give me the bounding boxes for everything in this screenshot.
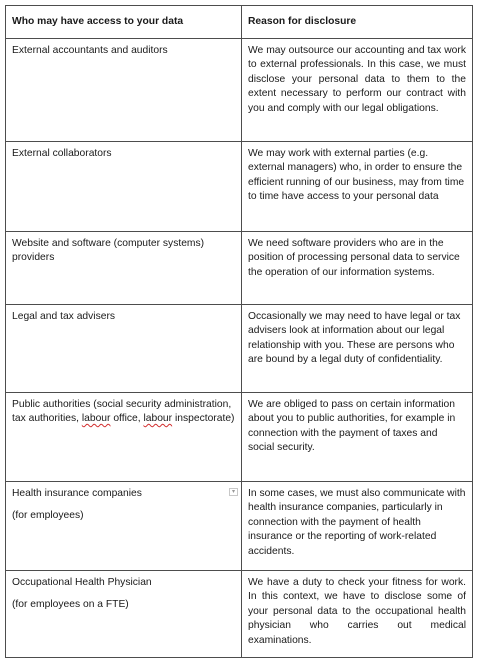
recipient-name: External collaborators: [12, 147, 112, 159]
table-row: [6, 392, 473, 481]
recipient-cell: [6, 570, 242, 657]
recipient-name: Occupational Health Physician: [12, 576, 152, 588]
recipient-name: Legal and tax advisers: [12, 310, 116, 322]
recipient-cell: [6, 141, 242, 231]
table-header-row: [6, 6, 473, 39]
recipient-cell: [6, 392, 242, 481]
recipient-cell: [6, 231, 242, 304]
recipient-note: (for employees on a FTE): [12, 599, 129, 611]
reason-cell: We are obliged to pass on certain information about you to public authorities, for example in connection with the payment of taxes and social security.: [242, 392, 473, 481]
table-row: [6, 304, 473, 392]
table-row: [6, 38, 473, 141]
recipient-name: Public authorities (social security administration, tax authorities, labour office, labour inspectorate): [12, 398, 235, 425]
header-reason: Reason for disclosure: [242, 6, 473, 39]
table-row: [6, 141, 473, 231]
reason-cell: Occasionally we may need to have legal or tax advisers look at information about our legal relationship with you. These are persons who are bound by a legal duty of confidentiality.: [242, 304, 473, 392]
reason-cell: In some cases, we must also communicate with health insurance companies, particularly in connection with the payment of health insurance or the reporting of work-related accidents.: [242, 481, 473, 570]
spellcheck-flag: labour: [143, 413, 173, 425]
chevron-down-icon[interactable]: ▾: [229, 488, 238, 496]
table-row: [6, 231, 473, 304]
reason-cell: We may work with external parties (e.g. external managers) who, in order to ensure the efficient running of our business, may from time to time have access to your personal data: [242, 141, 473, 231]
recipient-cell: [6, 38, 242, 141]
recipient-name: Health insurance companies: [12, 487, 142, 499]
header-recipient: Who may have access to your data: [6, 6, 242, 39]
reason-cell: We may outsource our accounting and tax work to external professionals. In this case, we must disclose your personal data to them to the extent necessary to perform our contract with you and comply with our legal obligations.: [242, 38, 473, 141]
recipient-cell: [6, 481, 242, 570]
data-disclosure-table: [5, 5, 473, 658]
recipient-name: Website and software (computer systems) providers: [12, 237, 205, 264]
reason-cell: We have a duty to check your fitness for work. In this context, we have to disclose some of your personal data to the occupational health physician who carries out medical examinations.: [242, 570, 473, 657]
recipient-cell: [6, 304, 242, 392]
recipient-note: (for employees): [12, 510, 84, 522]
recipient-name: External accountants and auditors: [12, 44, 168, 56]
reason-cell: We need software providers who are in the position of processing personal data to service the operation of our information systems.: [242, 231, 473, 304]
table-row: [6, 570, 473, 657]
table-row: [6, 481, 473, 570]
spellcheck-flag: labour: [81, 413, 111, 425]
